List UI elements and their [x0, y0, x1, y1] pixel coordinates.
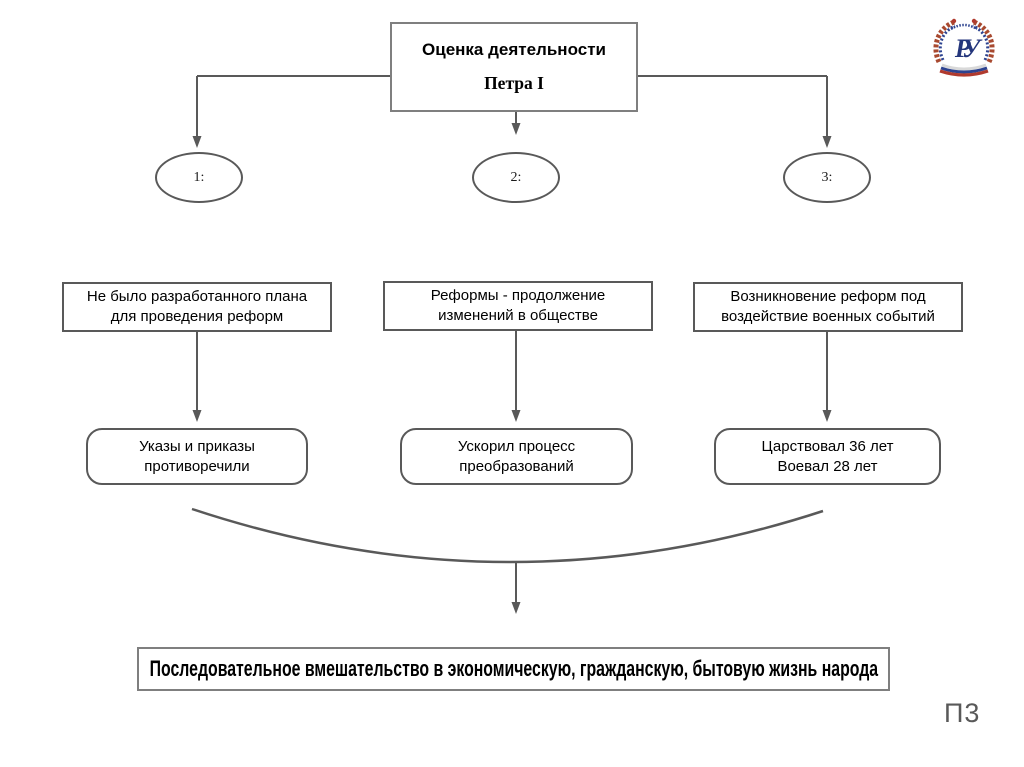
result-box-1	[86, 428, 308, 485]
result-2-line-2: преобразований	[459, 457, 574, 475]
reason-2-line-1: Реформы - продолжение	[430, 287, 606, 304]
result-3-line-2: Воевал 28 лет	[777, 457, 878, 475]
page-label: П3	[944, 698, 981, 728]
ellipse-3-label: 3:	[821, 169, 833, 185]
reason-1-line-2: для проведения реформ	[110, 308, 284, 325]
university-emblem-logo	[926, 15, 1002, 81]
reason-1-line-1: Не было разработанного плана	[86, 288, 308, 305]
result-2-line-1: Ускорил процесс	[457, 437, 576, 455]
ellipse-1-label: 1:	[193, 169, 205, 185]
reason-2-line-2: изменений в обществе	[438, 307, 598, 324]
conclusion-box	[137, 647, 890, 691]
svg-text:РУ: РУ	[954, 34, 974, 63]
result-3-line-1: Царствовал 36 лет	[761, 437, 894, 455]
ellipse-2	[472, 152, 560, 203]
title-box	[390, 22, 638, 112]
result-box-2	[400, 428, 633, 485]
result-1-line-1: Указы и приказы	[139, 437, 255, 455]
conclusion-text: Последовательное вмешательство в экономическую, гражданскую, бытовую жизнь народа	[149, 656, 878, 681]
ellipse-2-label: 2:	[510, 169, 522, 185]
result-box-3	[714, 428, 941, 485]
reason-box-1	[62, 282, 332, 332]
reason-3-line-2: воздействие военных событий	[721, 308, 935, 325]
title-line-1: Оценка деятельности	[422, 40, 606, 59]
result-1-line-2: противоречили	[144, 457, 250, 475]
ellipse-1	[155, 152, 243, 203]
reason-box-3	[693, 282, 963, 332]
title-line-2: Петра I	[484, 73, 544, 93]
reason-box-2	[383, 281, 653, 331]
reason-3-line-1: Возникновение реформ под	[730, 288, 926, 305]
ellipse-3	[783, 152, 871, 203]
